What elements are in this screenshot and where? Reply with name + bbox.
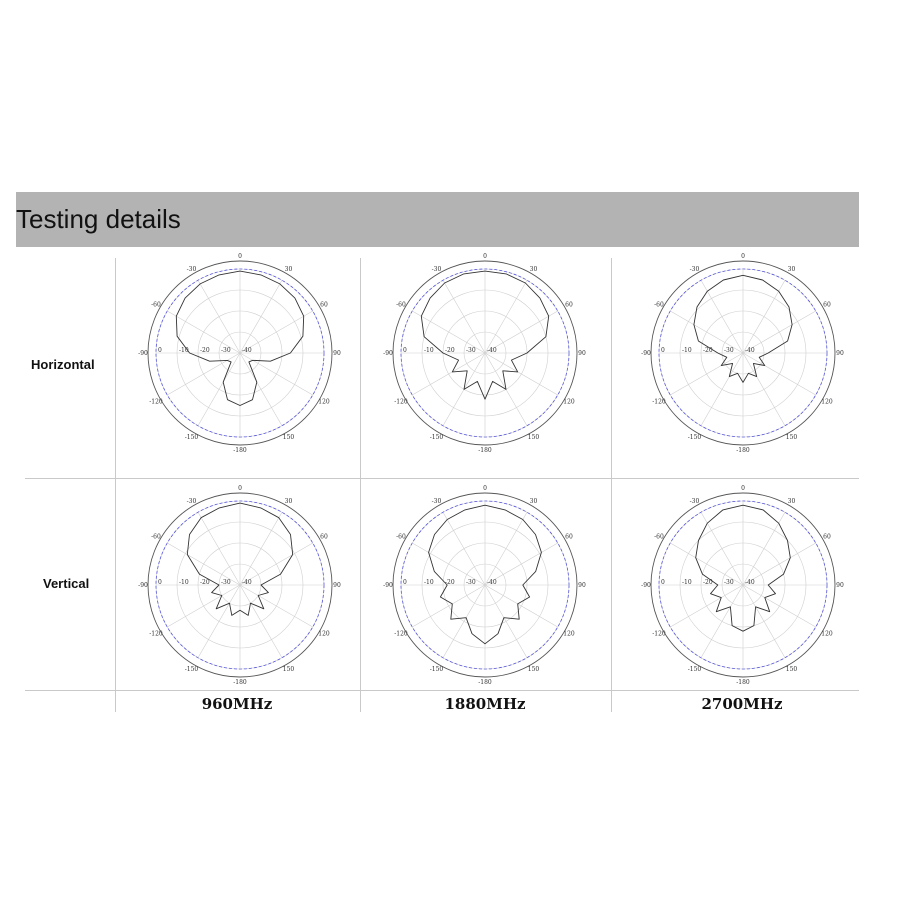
radial-tick-label: -30 bbox=[724, 347, 734, 354]
angle-tick-label: 0 bbox=[483, 253, 487, 260]
polar-svg bbox=[383, 485, 586, 686]
angle-tick-label: -180 bbox=[233, 447, 247, 454]
polar-svg bbox=[641, 253, 844, 454]
col-label-960: 960MHz bbox=[201, 695, 273, 713]
angle-tick-label: 150 bbox=[785, 434, 798, 442]
angle-tick-label: -30 bbox=[431, 265, 442, 273]
row-label-horizontal: Horizontal bbox=[31, 357, 95, 372]
angle-tick-label: -30 bbox=[186, 497, 197, 505]
radial-tick-label: -40 bbox=[242, 579, 252, 586]
angle-tick-label: 90 bbox=[333, 582, 341, 589]
grid-spoke bbox=[412, 353, 485, 395]
radial-tick-label: 0 bbox=[158, 347, 162, 354]
radial-tick-label: -40 bbox=[745, 347, 755, 354]
polar-plot-horizontal-960 bbox=[138, 253, 341, 454]
angle-tick-label: 150 bbox=[282, 666, 295, 674]
angle-tick-label: 0 bbox=[741, 253, 745, 260]
grid-spoke bbox=[485, 280, 527, 353]
angle-tick-label: -90 bbox=[383, 582, 393, 589]
angle-tick-label: 120 bbox=[563, 630, 575, 638]
radial-tick-label: -30 bbox=[466, 347, 476, 354]
radial-tick-label: -20 bbox=[445, 347, 455, 354]
radial-tick-label: -30 bbox=[221, 579, 231, 586]
grid-spoke bbox=[485, 585, 558, 627]
angle-tick-label: 90 bbox=[836, 582, 844, 589]
angle-tick-label: -90 bbox=[641, 582, 651, 589]
angle-tick-label: 120 bbox=[821, 398, 833, 406]
radial-tick-label: -40 bbox=[745, 579, 755, 586]
angle-tick-label: -120 bbox=[394, 398, 408, 406]
angle-tick-label: -30 bbox=[431, 497, 442, 505]
row-label-vertical: Vertical bbox=[43, 576, 90, 591]
grid-spoke bbox=[167, 585, 240, 627]
angle-tick-label: 120 bbox=[821, 630, 833, 638]
angle-tick-label: -150 bbox=[429, 434, 444, 442]
section-header bbox=[16, 192, 859, 247]
section-title: Testing details bbox=[16, 204, 181, 234]
angle-tick-label: 60 bbox=[320, 301, 328, 309]
angle-tick-label: 0 bbox=[238, 485, 242, 492]
grid-spoke bbox=[701, 585, 743, 658]
angle-tick-label: -90 bbox=[383, 350, 393, 357]
grid-spoke bbox=[443, 585, 485, 658]
angle-tick-label: -150 bbox=[184, 434, 199, 442]
row-divider-mid bbox=[25, 478, 859, 479]
angle-tick-label: -60 bbox=[654, 533, 664, 541]
angle-tick-label: 120 bbox=[318, 630, 330, 638]
radial-tick-label: 0 bbox=[403, 347, 407, 354]
angle-tick-label: 0 bbox=[238, 253, 242, 260]
angle-tick-label: -30 bbox=[689, 265, 700, 273]
angle-tick-label: -120 bbox=[394, 630, 408, 638]
grid-spoke bbox=[167, 353, 240, 395]
radial-tick-label: -10 bbox=[424, 579, 434, 586]
angle-tick-label: -90 bbox=[138, 350, 148, 357]
polar-plot-vertical-2700 bbox=[641, 485, 844, 686]
angle-tick-label: 60 bbox=[565, 533, 573, 541]
polar-plot-vertical-960 bbox=[138, 485, 341, 686]
angle-tick-label: -60 bbox=[151, 533, 161, 541]
angle-tick-label: -90 bbox=[138, 582, 148, 589]
angle-tick-label: -60 bbox=[396, 533, 406, 541]
grid-spoke bbox=[743, 585, 785, 658]
angle-tick-label: 30 bbox=[529, 497, 538, 505]
grid-spoke bbox=[198, 353, 240, 426]
grid-spoke bbox=[485, 585, 527, 658]
angle-tick-label: -150 bbox=[687, 666, 702, 674]
col-label-1880: 1880MHz bbox=[444, 695, 526, 713]
radial-tick-label: -10 bbox=[682, 579, 692, 586]
row-divider-bottom bbox=[25, 690, 859, 691]
angle-tick-label: 120 bbox=[563, 398, 575, 406]
angle-tick-label: -180 bbox=[736, 447, 750, 454]
radial-tick-label: -40 bbox=[242, 347, 252, 354]
grid-spoke bbox=[743, 353, 816, 395]
grid-spoke bbox=[485, 353, 558, 395]
grid-spoke bbox=[412, 585, 485, 627]
radial-tick-label: -20 bbox=[703, 347, 713, 354]
angle-tick-label: 60 bbox=[565, 301, 573, 309]
radial-tick-label: -20 bbox=[200, 347, 210, 354]
radial-tick-label: -30 bbox=[466, 579, 476, 586]
angle-tick-label: 30 bbox=[529, 265, 538, 273]
angle-tick-label: 30 bbox=[787, 265, 796, 273]
angle-tick-label: 90 bbox=[333, 350, 341, 357]
polar-plot-horizontal-1880 bbox=[383, 253, 586, 454]
grid-spoke bbox=[240, 585, 313, 627]
radial-tick-label: -40 bbox=[487, 347, 497, 354]
radial-tick-label: -10 bbox=[179, 347, 189, 354]
grid-spoke bbox=[240, 353, 313, 395]
grid-spoke bbox=[443, 512, 485, 585]
angle-tick-label: -150 bbox=[687, 434, 702, 442]
radial-tick-label: -20 bbox=[703, 579, 713, 586]
polar-plot-vertical-1880 bbox=[383, 485, 586, 686]
grid-spoke bbox=[240, 280, 282, 353]
polar-svg bbox=[138, 485, 341, 686]
angle-tick-label: 90 bbox=[578, 582, 586, 589]
angle-tick-label: 90 bbox=[578, 350, 586, 357]
angle-tick-label: -120 bbox=[652, 398, 666, 406]
angle-tick-label: 60 bbox=[823, 301, 831, 309]
angle-tick-label: -120 bbox=[652, 630, 666, 638]
radial-tick-label: 0 bbox=[661, 347, 665, 354]
grid-spoke bbox=[240, 512, 282, 585]
col-label-2700: 2700MHz bbox=[701, 695, 783, 713]
angle-tick-label: 150 bbox=[527, 666, 540, 674]
angle-tick-label: -60 bbox=[396, 301, 406, 309]
angle-tick-label: -180 bbox=[233, 679, 247, 686]
angle-tick-label: 60 bbox=[320, 533, 328, 541]
polar-svg bbox=[383, 253, 586, 454]
angle-tick-label: -60 bbox=[654, 301, 664, 309]
angle-tick-label: -120 bbox=[149, 630, 163, 638]
grid-spoke bbox=[198, 280, 240, 353]
radial-tick-label: -30 bbox=[221, 347, 231, 354]
angle-tick-label: 30 bbox=[284, 497, 293, 505]
grid-spoke bbox=[240, 585, 282, 658]
angle-tick-label: -90 bbox=[641, 350, 651, 357]
radial-tick-label: -20 bbox=[445, 579, 455, 586]
angle-tick-label: 0 bbox=[741, 485, 745, 492]
radial-tick-label: 0 bbox=[403, 579, 407, 586]
radial-tick-label: -30 bbox=[724, 579, 734, 586]
angle-tick-label: -180 bbox=[478, 447, 492, 454]
angle-tick-label: 90 bbox=[836, 350, 844, 357]
angle-tick-label: 150 bbox=[282, 434, 295, 442]
angle-tick-label: -180 bbox=[736, 679, 750, 686]
col-divider-3 bbox=[611, 258, 612, 712]
radial-tick-label: -10 bbox=[424, 347, 434, 354]
grid-spoke bbox=[240, 353, 282, 426]
polar-plot-horizontal-2700 bbox=[641, 253, 844, 454]
grid-spoke bbox=[485, 512, 527, 585]
grid-spoke bbox=[198, 585, 240, 658]
angle-tick-label: 0 bbox=[483, 485, 487, 492]
radial-tick-label: -40 bbox=[487, 579, 497, 586]
angle-tick-label: 150 bbox=[527, 434, 540, 442]
angle-tick-label: 30 bbox=[284, 265, 293, 273]
angle-tick-label: 60 bbox=[823, 533, 831, 541]
radial-tick-label: -20 bbox=[200, 579, 210, 586]
col-divider-2 bbox=[360, 258, 361, 712]
grid-spoke bbox=[198, 512, 240, 585]
grid-spoke bbox=[443, 280, 485, 353]
radial-tick-label: -10 bbox=[682, 347, 692, 354]
angle-tick-label: 150 bbox=[785, 666, 798, 674]
radial-tick-label: -10 bbox=[179, 579, 189, 586]
angle-tick-label: -150 bbox=[429, 666, 444, 674]
col-divider-1 bbox=[115, 258, 116, 712]
radial-tick-label: 0 bbox=[158, 579, 162, 586]
angle-tick-label: -150 bbox=[184, 666, 199, 674]
angle-tick-label: -120 bbox=[149, 398, 163, 406]
polar-svg bbox=[641, 485, 844, 686]
angle-tick-label: -60 bbox=[151, 301, 161, 309]
angle-tick-label: -30 bbox=[186, 265, 197, 273]
angle-tick-label: -30 bbox=[689, 497, 700, 505]
polar-svg bbox=[138, 253, 341, 454]
angle-tick-label: -180 bbox=[478, 679, 492, 686]
radial-tick-label: 0 bbox=[661, 579, 665, 586]
angle-tick-label: 120 bbox=[318, 398, 330, 406]
grid-spoke bbox=[670, 353, 743, 395]
angle-tick-label: 30 bbox=[787, 497, 796, 505]
